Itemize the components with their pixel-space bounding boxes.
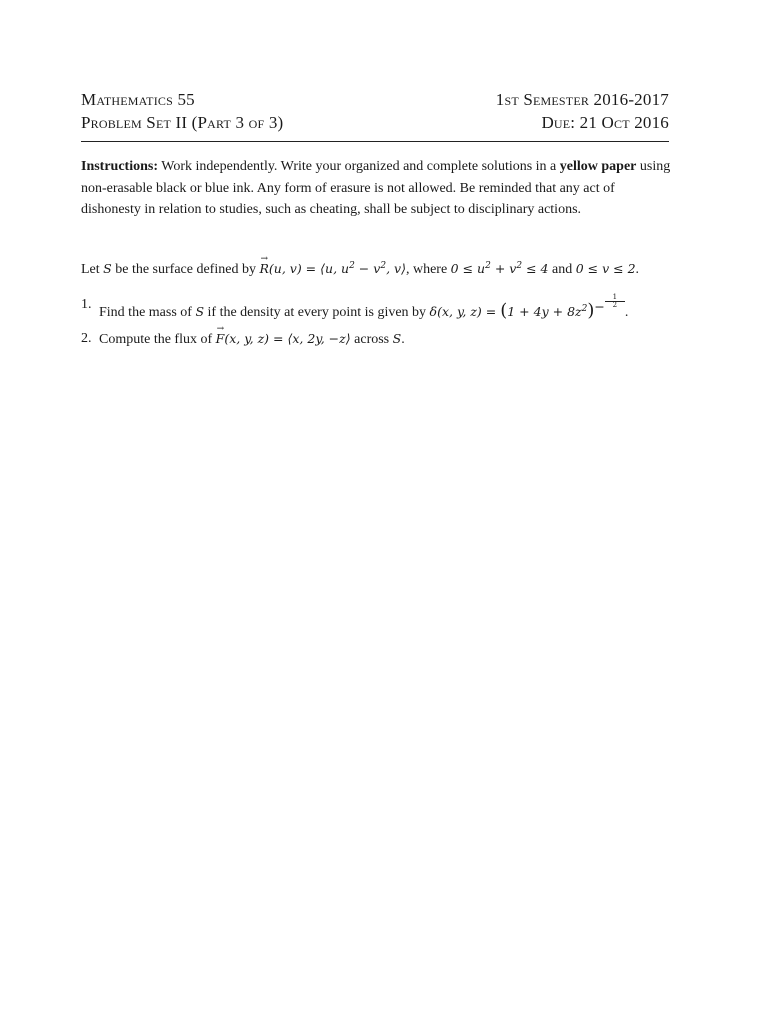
item-number: 2. bbox=[81, 331, 92, 346]
intro-where: , where bbox=[405, 262, 451, 277]
due-date: Due: 21 Oct 2016 bbox=[541, 113, 669, 132]
intro-end: . bbox=[635, 262, 640, 277]
item-prefix: Find the mass of bbox=[99, 305, 196, 321]
item-end: . bbox=[401, 332, 405, 347]
surface-symbol: S bbox=[195, 304, 205, 320]
semester-label: 1st Semester 2016-2017 bbox=[495, 90, 669, 109]
item-number: 1. bbox=[81, 297, 92, 312]
item-mid: across bbox=[350, 332, 393, 347]
instructions-text-after: using non-erasable black or blue ink. Any form of erasure is not allowed. Be reminded that any act of dishonesty in relation to studies, such as cheating, shall be subject to disciplinary actions. bbox=[81, 159, 671, 217]
document-header bbox=[81, 90, 669, 136]
surface-symbol: S bbox=[392, 331, 402, 346]
item-end: . bbox=[624, 305, 629, 321]
course-title: Mathematics 55 bbox=[81, 90, 195, 109]
instructions-label: Instructions: bbox=[81, 159, 159, 174]
item-mid: if the density at every point is given by bbox=[204, 305, 430, 321]
instructions-emphasis: yellow paper bbox=[559, 159, 637, 174]
vector-field-formula: → F(x, y, z) = ⟨x, 2y, −z⟩ bbox=[216, 331, 351, 346]
density-formula: δ(x, y, $z) = (1 + 4y + 8z^2)^{- \frac{1}{2}}$ bbox=[430, 304, 625, 319]
intro-and: and bbox=[548, 262, 576, 277]
intro-mid: be the surface defined by bbox=[111, 262, 260, 277]
item-prefix: Compute the flux of bbox=[99, 332, 216, 347]
instructions-paragraph bbox=[81, 156, 671, 221]
surface-parametrization-formula: → R(u, v) = ⟨u, $u^2 - v^2$, v⟩ bbox=[259, 261, 406, 276]
instructions-text-before: Work independently. Write your organized and complete solutions in a bbox=[158, 159, 560, 174]
intro-prefix: Let bbox=[81, 262, 104, 277]
problem-intro bbox=[81, 258, 671, 281]
domain-inequality-1: $0 \le u^2 + v^2 \le 4$ bbox=[450, 260, 549, 276]
problem-set-title: Problem Set II (Part 3 of 3) bbox=[81, 113, 284, 132]
surface-symbol: S bbox=[103, 261, 112, 276]
domain-inequality-2: 0 ≤ v ≤ 2 bbox=[575, 261, 636, 276]
header-divider bbox=[81, 141, 669, 142]
problem-item bbox=[81, 328, 671, 351]
problem-item bbox=[81, 294, 671, 324]
